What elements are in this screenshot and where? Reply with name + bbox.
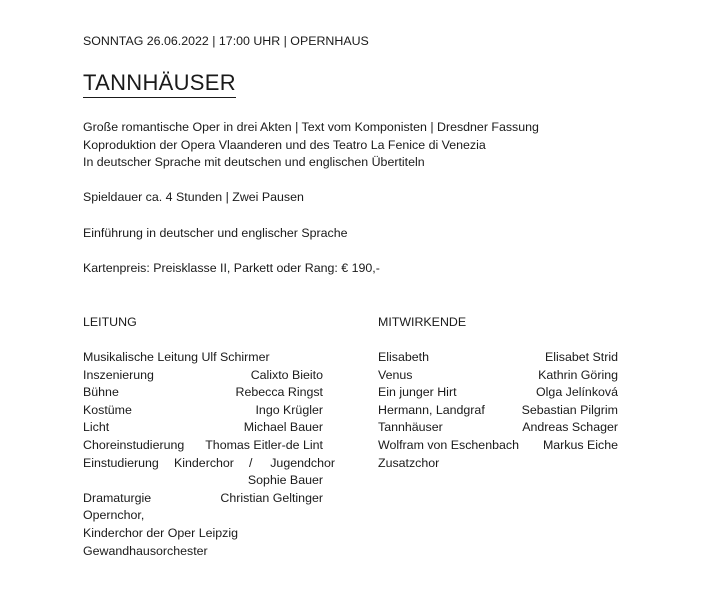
dramaturgie-role: Dramaturgie — [83, 490, 152, 505]
einstudierung-slash: / — [249, 455, 253, 470]
mitwirkende-heading: MITWIRKENDE — [378, 315, 467, 329]
mitwirkende-row — [378, 367, 618, 385]
mitwirkende-role: Hermann, Landgraf — [378, 402, 485, 417]
mitwirkende-name: Kathrin Göring — [538, 367, 618, 382]
leitung-row — [83, 367, 323, 385]
einstudierung-name: Sophie Bauer — [247, 473, 323, 488]
einstudierung-row — [83, 455, 335, 473]
description-line: Große romantische Oper in drei Akten | Text vom Komponisten | Dresdner Fassung — [83, 120, 539, 134]
leitung-role: Kostüme — [83, 402, 132, 417]
mitwirkende-list — [378, 349, 618, 472]
ensemble-line — [83, 543, 323, 561]
price-line: Kartenpreis: Preisklasse II, Parkett oder Rang: € 190,- — [83, 261, 380, 275]
leitung-role: Inszenierung — [83, 367, 154, 382]
leitung-name: Calixto Bieito — [250, 367, 323, 382]
mitwirkende-row — [378, 437, 618, 455]
ensemble-text: Gewandhausorchester — [83, 543, 208, 558]
dramaturgie-row — [83, 490, 323, 508]
einstudierung-kinderchor: Kinderchor — [174, 455, 234, 470]
mitwirkende-row — [378, 349, 618, 367]
leitung-row — [83, 437, 323, 455]
einstudierung-name-row — [83, 472, 323, 490]
mitwirkende-role: Ein junger Hirt — [378, 385, 457, 400]
mitwirkende-name: Elisabet Strid — [544, 350, 618, 364]
leitung-role: Choreinstudierung — [83, 437, 185, 452]
einstudierung-jugendchor: Jugendchor — [270, 455, 335, 470]
leitung-row — [83, 419, 323, 437]
mitwirkende-name: Andreas Schager — [522, 420, 618, 435]
mitwirkende-last-line — [378, 455, 618, 473]
dramaturgie-name: Christian Geltinger — [220, 490, 323, 505]
leitung-heading: LEITUNG — [83, 315, 137, 329]
mitwirkende-row — [378, 402, 618, 420]
page-title: TANNHÄUSER — [83, 70, 236, 98]
leitung-role: Bühne — [83, 385, 119, 400]
leitung-row — [83, 402, 323, 420]
mitwirkende-role: Venus — [378, 367, 413, 382]
einstudierung-role: Einstudierung — [83, 455, 159, 470]
description-block — [83, 119, 539, 172]
ensemble-text: Kinderchor der Oper Leipzig — [83, 525, 238, 540]
leitung-first-line — [83, 349, 323, 367]
mitwirkende-name: Markus Eiche — [542, 437, 618, 452]
mitwirkende-row — [378, 384, 618, 402]
mitwirkende-name: Sebastian Pilgrim — [521, 402, 618, 417]
leitung-row — [83, 384, 323, 402]
mitwirkende-role: Tannhäuser — [378, 420, 443, 435]
introduction-line: Einführung in deutscher und englischer Sprache — [83, 226, 348, 240]
leitung-role: Licht — [83, 420, 110, 435]
leitung-name: Thomas Eitler-de Lint — [205, 437, 323, 452]
mitwirkende-role: Elisabeth — [378, 350, 429, 364]
zusatzchor-text: Zusatzchor — [378, 455, 440, 470]
duration-line: Spieldauer ca. 4 Stunden | Zwei Pausen — [83, 190, 304, 204]
leitung-list — [83, 349, 335, 560]
mitwirkende-role: Wolfram von Eschenbach — [378, 437, 519, 452]
description-line: Koproduktion der Opera Vlaanderen und des Teatro La Fenice di Venezia — [83, 137, 486, 152]
event-date-line: SONNTAG 26.06.2022 | 17:00 UHR | OPERNHAUS — [83, 34, 369, 48]
ensemble-line — [83, 507, 323, 525]
ensemble-text: Opernchor, — [83, 508, 145, 523]
leitung-first-line-text: Musikalische Leitung Ulf Schirmer — [83, 350, 270, 364]
description-line: In deutscher Sprache mit deutschen und englischen Übertiteln — [83, 155, 425, 170]
mitwirkende-name: Olga Jelínková — [536, 385, 618, 400]
leitung-name: Rebecca Ringst — [235, 385, 323, 400]
leitung-name: Michael Bauer — [243, 420, 323, 435]
leitung-name: Ingo Krügler — [255, 402, 323, 417]
ensemble-line — [83, 525, 323, 543]
mitwirkende-row — [378, 419, 618, 437]
